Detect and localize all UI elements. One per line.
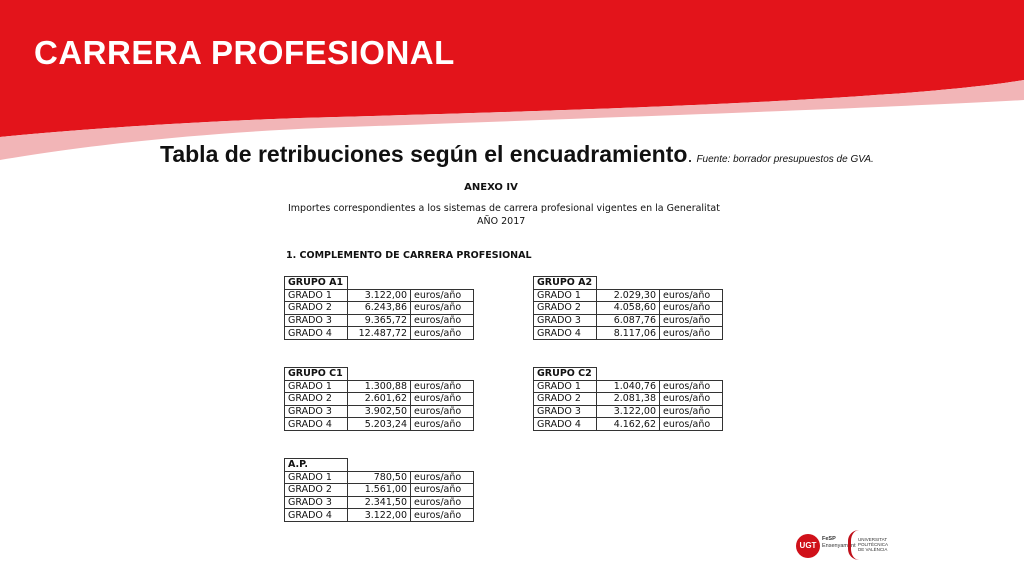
blank-cell	[348, 459, 411, 472]
ugt-logo: UGT	[796, 534, 820, 558]
grade-cell: GRADO 1	[534, 380, 597, 393]
upv-logo-text	[858, 537, 888, 553]
grade-cell: GRADO 4	[534, 327, 597, 340]
unit-cell: euros/año	[411, 314, 474, 327]
group-table-a2	[533, 276, 723, 340]
amount-cell: 3.122,00	[348, 509, 411, 522]
unit-cell: euros/año	[411, 484, 474, 497]
unit-cell: euros/año	[660, 327, 723, 340]
unit-cell: euros/año	[660, 405, 723, 418]
group-name: GRUPO A2	[534, 277, 597, 290]
unit-cell: euros/año	[411, 418, 474, 431]
amount-cell: 2.081,38	[597, 393, 660, 406]
amount-cell: 2.601,62	[348, 393, 411, 406]
table-row	[285, 327, 474, 340]
table-row	[285, 418, 474, 431]
subtitle-dot: .	[687, 146, 693, 166]
amount-cell: 2.029,30	[597, 289, 660, 302]
annex-year: AÑO 2017	[477, 216, 526, 227]
unit-cell: euros/año	[411, 405, 474, 418]
upv-logo-line: UNIVERSITAT	[858, 537, 888, 542]
table-row	[285, 302, 474, 315]
amount-cell: 780,50	[348, 471, 411, 484]
upv-logo-line: DE VALÈNCIA	[858, 547, 888, 553]
table-row	[534, 302, 723, 315]
slide-title: CARRERA PROFESIONAL	[34, 34, 455, 71]
table-row	[285, 380, 474, 393]
fesp-logo-line: FeSP	[822, 536, 836, 542]
table-row	[534, 418, 723, 431]
table-row	[285, 393, 474, 406]
unit-cell: euros/año	[411, 302, 474, 315]
amount-cell: 6.087,76	[597, 314, 660, 327]
group-table-a1	[284, 276, 474, 340]
grade-cell: GRADO 1	[534, 289, 597, 302]
group-header-row	[285, 277, 474, 290]
unit-cell: euros/año	[411, 327, 474, 340]
slide-subtitle	[160, 141, 874, 168]
amount-cell: 3.902,50	[348, 405, 411, 418]
grade-cell: GRADO 4	[534, 418, 597, 431]
unit-cell: euros/año	[660, 393, 723, 406]
upv-logo-line: POLITÈCNICA	[858, 542, 889, 548]
grade-cell: GRADO 3	[534, 405, 597, 418]
unit-cell: euros/año	[660, 380, 723, 393]
table-row	[285, 471, 474, 484]
grade-cell: GRADO 2	[534, 393, 597, 406]
annex-description: Importes correspondientes a los sistemas de carrera profesional vigentes en la Generalitat	[288, 203, 720, 214]
fesp-logo-line: Ensenyament	[822, 542, 856, 549]
annex-header	[284, 182, 734, 227]
group-table-c1	[284, 367, 474, 431]
blank-cell	[597, 368, 660, 381]
amount-cell: 3.122,00	[597, 405, 660, 418]
blank-cell	[597, 277, 660, 290]
footer-logos	[796, 528, 888, 564]
table-row	[285, 289, 474, 302]
unit-cell: euros/año	[660, 314, 723, 327]
blank-cell	[348, 368, 411, 381]
grade-cell: GRADO 1	[285, 380, 348, 393]
source-note: Fuente: borrador presupuestos de GVA.	[696, 154, 874, 165]
annex-title: ANEXO IV	[464, 182, 518, 193]
table-row	[534, 405, 723, 418]
amount-cell: 3.122,00	[348, 289, 411, 302]
grade-cell: GRADO 3	[285, 314, 348, 327]
grade-cell: GRADO 1	[285, 471, 348, 484]
grade-cell: GRADO 2	[285, 393, 348, 406]
amount-cell: 8.117,06	[597, 327, 660, 340]
amount-cell: 4.058,60	[597, 302, 660, 315]
amount-cell: 1.561,00	[348, 484, 411, 497]
blank-cell	[348, 277, 411, 290]
grade-cell: GRADO 4	[285, 418, 348, 431]
unit-cell: euros/año	[411, 380, 474, 393]
grade-cell: GRADO 4	[285, 509, 348, 522]
group-header-row	[285, 368, 474, 381]
amount-cell: 1.040,76	[597, 380, 660, 393]
table-row	[534, 380, 723, 393]
table-row	[534, 393, 723, 406]
group-name: GRUPO C2	[534, 368, 597, 381]
group-table-ap	[284, 458, 474, 522]
group-name: A.P.	[285, 459, 348, 472]
table-row	[285, 314, 474, 327]
unit-cell: euros/año	[411, 471, 474, 484]
table-row	[534, 327, 723, 340]
group-header-row	[285, 459, 474, 472]
unit-cell: euros/año	[411, 496, 474, 509]
table-row	[534, 289, 723, 302]
grade-cell: GRADO 3	[534, 314, 597, 327]
unit-cell: euros/año	[660, 289, 723, 302]
table-row	[285, 405, 474, 418]
group-header-row	[534, 368, 723, 381]
grade-cell: GRADO 4	[285, 327, 348, 340]
section-title: 1. COMPLEMENTO DE CARRERA PROFESIONAL	[286, 250, 532, 261]
table-row	[285, 484, 474, 497]
grade-cell: GRADO 1	[285, 289, 348, 302]
group-name: GRUPO C1	[285, 368, 348, 381]
unit-cell: euros/año	[411, 393, 474, 406]
unit-cell: euros/año	[411, 509, 474, 522]
table-row	[285, 509, 474, 522]
grade-cell: GRADO 2	[534, 302, 597, 315]
group-name: GRUPO A1	[285, 277, 348, 290]
unit-cell: euros/año	[660, 418, 723, 431]
unit-cell: euros/año	[411, 289, 474, 302]
amount-cell: 4.162,62	[597, 418, 660, 431]
amount-cell: 5.203,24	[348, 418, 411, 431]
amount-cell: 2.341,50	[348, 496, 411, 509]
unit-cell: euros/año	[660, 302, 723, 315]
grade-cell: GRADO 3	[285, 496, 348, 509]
group-header-row	[534, 277, 723, 290]
subtitle-text: Tabla de retribuciones según el encuadramiento	[160, 141, 688, 167]
table-row	[285, 496, 474, 509]
group-table-c2	[533, 367, 723, 431]
amount-cell: 9.365,72	[348, 314, 411, 327]
grade-cell: GRADO 3	[285, 405, 348, 418]
grade-cell: GRADO 2	[285, 484, 348, 497]
grade-cell: GRADO 2	[285, 302, 348, 315]
amount-cell: 12.487,72	[348, 327, 411, 340]
table-row	[534, 314, 723, 327]
amount-cell: 6.243,86	[348, 302, 411, 315]
amount-cell: 1.300,88	[348, 380, 411, 393]
